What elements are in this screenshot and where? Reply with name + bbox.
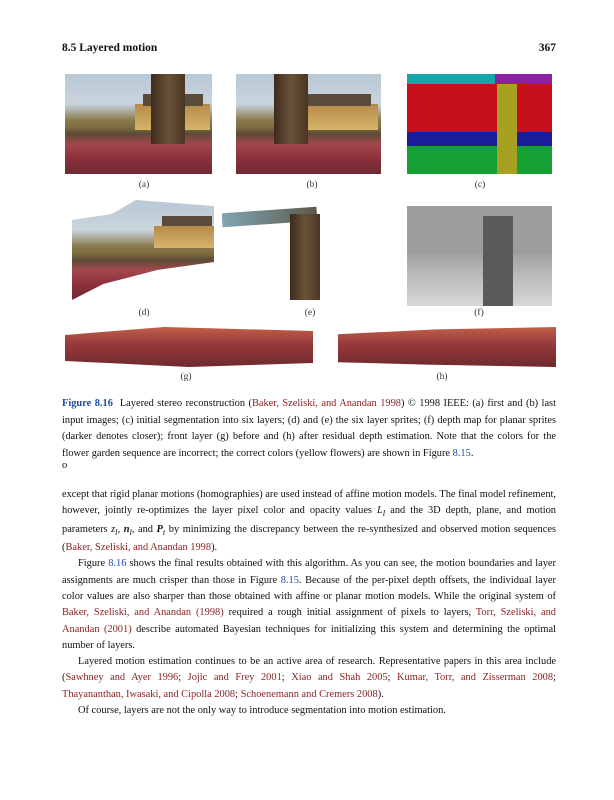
citation-link[interactable]: Schoenemann and Cremers 2008 bbox=[240, 688, 378, 700]
text-run: Layered motion estimation continues to be an active area of research. Representative papers in this area include ( bbox=[62, 656, 556, 684]
figure-panel-e bbox=[222, 196, 382, 306]
figure-reference-link[interactable]: 8.15 bbox=[452, 447, 471, 459]
subfigure-label-a: (a) bbox=[138, 180, 150, 190]
text-run: ; bbox=[553, 672, 556, 684]
math-sub: t bbox=[162, 526, 166, 537]
figure-reference-link[interactable]: 8.16 bbox=[108, 558, 127, 570]
math-var: P bbox=[156, 523, 163, 535]
citation-link[interactable]: Baker, Szeliski, and Anandan (1998) bbox=[62, 607, 224, 619]
subfigure-label-h: (h) bbox=[436, 372, 448, 382]
figure-panel-f bbox=[407, 206, 552, 306]
figure-label: Figure 8.16 bbox=[62, 398, 113, 409]
math-sub: l bbox=[382, 508, 386, 519]
math-var: z bbox=[111, 523, 116, 535]
figure-caption bbox=[62, 396, 556, 462]
citation-link[interactable]: Kumar, Torr, and Zisserman 2008 bbox=[397, 672, 554, 684]
stray-character: o bbox=[62, 460, 68, 471]
text-run: Figure bbox=[78, 558, 109, 570]
running-header bbox=[62, 42, 556, 56]
citation-link[interactable]: Baker, Szeliski, and Anandan 1998 bbox=[251, 398, 401, 409]
text-run: ). bbox=[211, 542, 218, 554]
subfigure-label-b: (b) bbox=[306, 180, 318, 190]
caption-text: Layered stereo reconstruction ( bbox=[119, 398, 252, 409]
text-run: describe automated Bayesian techniques for initializing this system and determining the optimal number of layers. bbox=[62, 623, 556, 651]
subfigure-label-f: (f) bbox=[474, 308, 484, 318]
section-title: 8.5 Layered motion bbox=[62, 42, 158, 54]
caption-text: ) © 1998 IEEE: (a) first and (b) last input images; (c) initial segmentation into six layers; (d) and (e) the six layer sprites; (f) depth map for planar sprites (darker denotes closer); front layer (g) before and (h) after residual depth estimation. Note that the colors for the flower garden sequence are incorrect; the correct colors (yellow flowers) are shown in Figure bbox=[62, 398, 556, 459]
text-run: required a rough initial assignment of pixels to layers, bbox=[223, 607, 476, 619]
math-var: n bbox=[123, 523, 130, 535]
text-run: by minimizing the discrepancy between the re-synthesized and observed motion sequences ( bbox=[62, 523, 556, 554]
text-run: ; bbox=[387, 672, 398, 684]
caption-text: . bbox=[470, 447, 474, 459]
math-sub: l bbox=[129, 526, 132, 537]
text-run: . Because of the per-pixel depth offsets, the individual layer color values are also sharper than those obtained with affine or planar motion models. While the original system of bbox=[62, 574, 557, 602]
paragraph-1 bbox=[62, 487, 556, 556]
page-number: 367 bbox=[538, 42, 556, 54]
math-sub: l bbox=[115, 526, 118, 537]
paragraph-3 bbox=[62, 654, 556, 703]
figure-reference-link[interactable]: 8.15 bbox=[280, 574, 299, 586]
math-var: L bbox=[377, 505, 383, 517]
figure-panel-d bbox=[72, 200, 214, 300]
paragraph-4: Of course, layers are not the only way to introduce segmentation into motion estimation. bbox=[78, 705, 446, 717]
text-run: except that rigid planar motions (homographies) are used instead of affine motion models. The final model refinement, however, jointly re-optimizes the layer pixel color and opacity values bbox=[62, 489, 556, 517]
figure-panel-h bbox=[338, 327, 556, 367]
subfigure-label-g: (g) bbox=[180, 372, 192, 382]
body-text bbox=[62, 487, 556, 719]
text-run: shows the final results obtained with this algorithm. As you can see, the motion boundaries and layer assignments are much crisper than those in Figure bbox=[62, 558, 556, 586]
text-run: ). bbox=[377, 688, 384, 700]
figure-panel-c bbox=[407, 74, 552, 174]
citation-link[interactable]: Torr, Szeliski, and Anandan (2001) bbox=[62, 607, 556, 635]
subfigure-label-e: (e) bbox=[304, 308, 316, 318]
text-run: and the 3D depth, plane, and motion parameters bbox=[62, 505, 556, 535]
subfigure-label-c: (c) bbox=[474, 180, 486, 190]
citation-link[interactable]: Xiao and Shah 2005 bbox=[291, 672, 388, 684]
text-run: ; bbox=[281, 672, 292, 684]
text-run: , and bbox=[131, 523, 157, 535]
citation-link[interactable]: Thayananthan, Iwasaki, and Cipolla 2008 bbox=[62, 688, 236, 700]
text-run: ; bbox=[178, 672, 188, 684]
text-run: , bbox=[117, 523, 124, 535]
paragraph-2 bbox=[62, 556, 556, 654]
figure-panel-b bbox=[236, 74, 381, 174]
citation-link[interactable]: Baker, Szeliski, and Anandan 1998 bbox=[65, 542, 212, 554]
subfigure-label-d: (d) bbox=[138, 308, 150, 318]
text-run: ; bbox=[235, 688, 241, 700]
figure-panel-a bbox=[65, 74, 212, 174]
citation-link[interactable]: Sawhney and Ayer 1996 bbox=[65, 672, 179, 684]
citation-link[interactable]: Jojic and Frey 2001 bbox=[187, 672, 282, 684]
figure-panel-g bbox=[65, 327, 313, 367]
